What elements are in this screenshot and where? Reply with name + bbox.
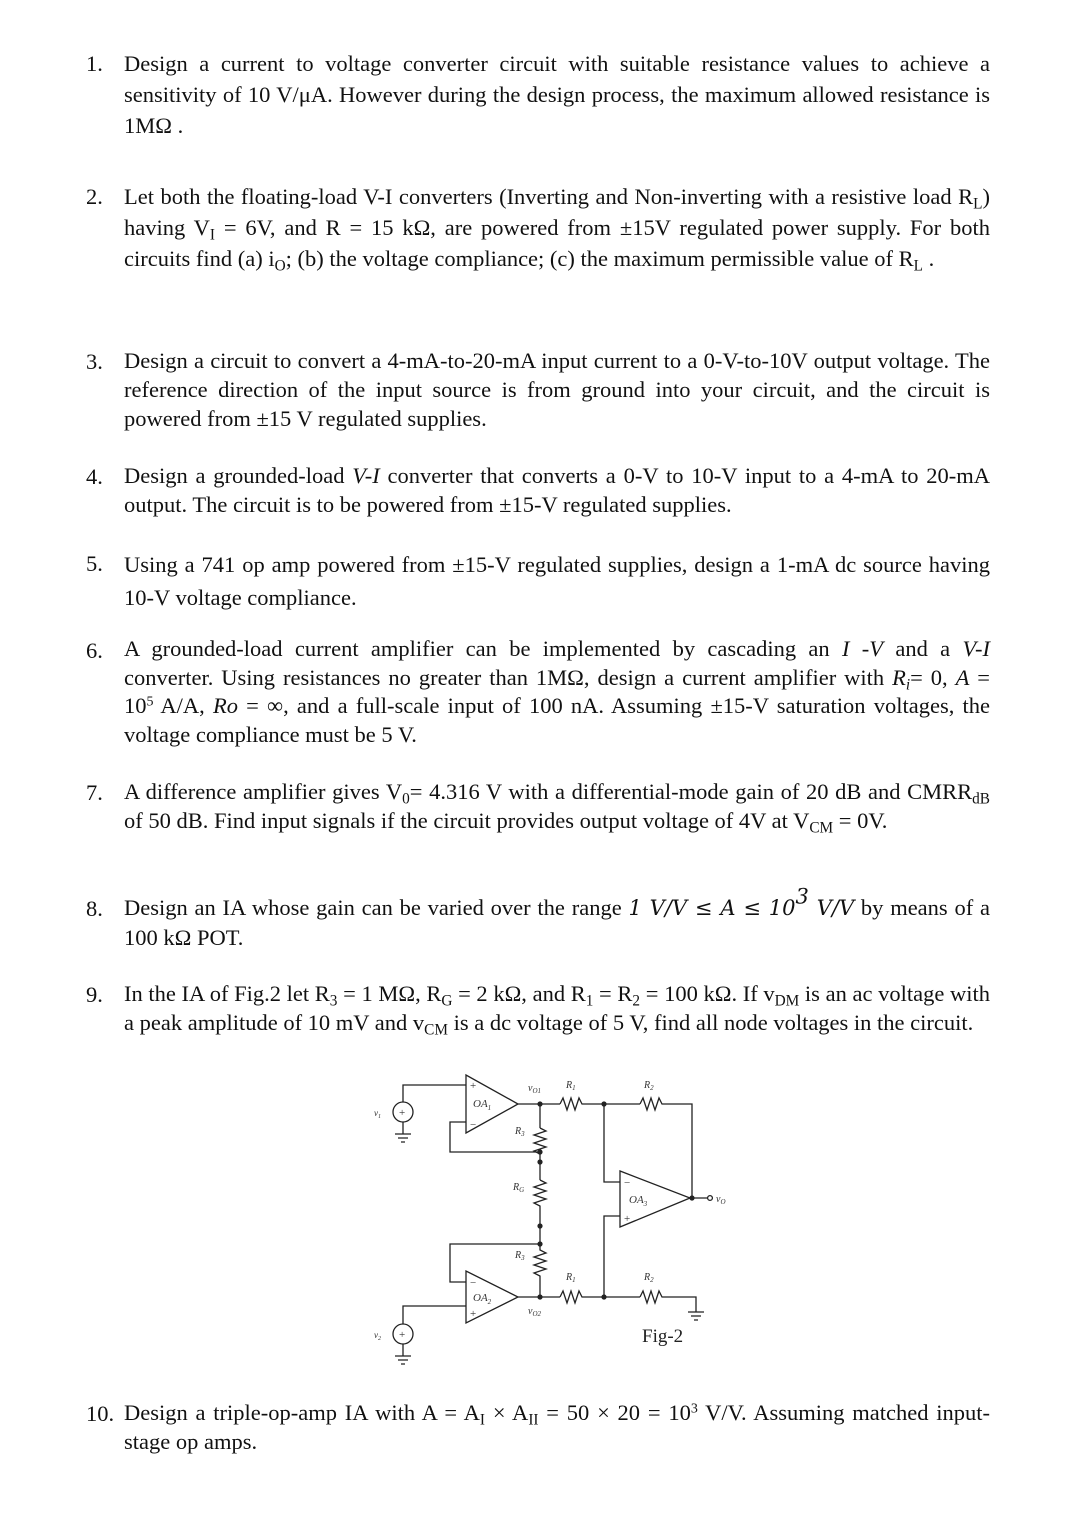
resistor-r1-bottom bbox=[560, 1291, 604, 1303]
resistor-r2-top bbox=[640, 1098, 692, 1198]
label-vo: $v_O$ bbox=[716, 1194, 726, 1206]
label-vo2: $v_{O2}$ bbox=[528, 1306, 542, 1318]
question-number: 4. bbox=[86, 464, 103, 489]
label-v2: $v_2$ bbox=[374, 1330, 381, 1342]
question-text: A difference amplifier gives $V_0= 4.316$ V with a differential-mode gain of 20 dB and $CMRR_{dB}$ of 50 dB. Find input signals if the circuit provides output voltage of 4V at $V_{CM} = 0V$. bbox=[124, 779, 991, 837]
question-number: 10. bbox=[86, 1401, 115, 1426]
svg-text:+: + bbox=[470, 1080, 477, 1092]
svg-text:+: + bbox=[470, 1308, 477, 1320]
label-oa1: $OA_1$ bbox=[473, 1098, 492, 1112]
label-r1-bottom: $R_1$ bbox=[566, 1272, 576, 1284]
question-text: Design a grounded-load V-I converter that converts a 0-V to 10-V input to a 4-mA to 20-mA output. The circuit is to be powered from ±15-V regulated supplies. bbox=[124, 463, 990, 517]
label-r1-top: $R_1$ bbox=[566, 1080, 576, 1092]
resistor-r1-top bbox=[560, 1098, 604, 1110]
figure-2-ia-circuit bbox=[370, 1068, 730, 1370]
question-number: 7. bbox=[86, 780, 103, 805]
question-text: Using a 741 op amp powered from ±15-V regulated supplies, design a 1-mA dc source having 10-V voltage compliance. bbox=[124, 552, 990, 610]
svg-text:+: + bbox=[399, 1329, 406, 1341]
label-r2-top: $R_2$ bbox=[644, 1080, 654, 1092]
label-r2-bottom: $R_2$ bbox=[644, 1272, 654, 1284]
label-vo1: $v_{O1}$ bbox=[528, 1083, 542, 1095]
question-text: In the IA of Fig.2 let $R_3 = 1$ MΩ, $R_G = 2$ kΩ, and $R_1 = R_2 = 100$ kΩ. If $v_{DM}$ is an ac voltage with a peak amplitude of 10 mV and $v_{CM}$ is a dc voltage of 5 V, find all node voltages in the circuit. bbox=[124, 981, 990, 1039]
label-oa2: $OA_2$ bbox=[473, 1292, 492, 1306]
question-number: 2. bbox=[86, 184, 103, 209]
label-rg: $R_G$ bbox=[513, 1182, 525, 1194]
question-text: Design a circuit to convert a 4-mA-to-20-mA input current to a 0-V-to-10V output voltage. The reference direction of the input source is from ground into your circuit, and the circuit is powered from ±15 V regulated supplies. bbox=[124, 348, 990, 431]
resistor-r2-bottom bbox=[640, 1291, 704, 1320]
label-r3-top: $R_3$ bbox=[515, 1126, 525, 1138]
resistor-r3-bottom bbox=[534, 1244, 546, 1292]
svg-text:−: − bbox=[470, 1277, 477, 1289]
question-text: A grounded-load current amplifier can be implemented by cascading an I -V and a V-I converter. Using resistances no greater than 1MΩ, design a current amplifier with $R_i= 0$, $A = 10^5$ A/A, Ro = ∞, and a full-scale input of 100 nA. Assuming ±15-V saturation voltages, the voltage compliance must be 5 V. bbox=[124, 636, 990, 747]
svg-text:+: + bbox=[399, 1107, 406, 1119]
question-text: Design an IA whose gain can be varied over the range 1 $V/V \le A \le 10^3$ V/V by means of a 100 kΩ POT. bbox=[124, 884, 990, 950]
question-text: Design a current to voltage converter circuit with suitable resistance values to achieve a sensitivity of 10 V/μA. However during the design process, the maximum allowed resistance is 1MΩ . bbox=[124, 51, 990, 138]
label-oa3: $OA_3$ bbox=[629, 1194, 648, 1208]
label-r3-bottom: $R_3$ bbox=[515, 1250, 525, 1262]
svg-text:−: − bbox=[624, 1177, 631, 1189]
question-number: 6. bbox=[86, 638, 103, 663]
question-number: 5. bbox=[86, 551, 103, 576]
question-number: 8. bbox=[86, 896, 103, 921]
question-text: Let both the floating-load V-I converters (Inverting and Non-inverting with a resistive load $R_L$) having $V_I = 6V$, and R = 15 kΩ, are powered from ±15V regulated power supply. For both circuits find (a) $i_O$; (b) the voltage compliance; (c) the maximum permissible value of $R_L$ . bbox=[124, 184, 990, 275]
label-v1: $v_1$ bbox=[374, 1108, 381, 1120]
question-text: Design a triple-op-amp IA with $A = A_I \times A_{II} = 50 \times 20 = 10^3$ V/V. Assuming matched input-stage op amps. bbox=[124, 1400, 990, 1454]
svg-text:−: − bbox=[470, 1119, 477, 1131]
svg-text:+: + bbox=[624, 1213, 631, 1225]
question-number: 1. bbox=[86, 51, 103, 76]
question-number: 3. bbox=[86, 349, 103, 374]
question-number: 9. bbox=[86, 982, 103, 1007]
resistor-rg bbox=[534, 1180, 546, 1226]
figure-caption: Fig-2 bbox=[642, 1326, 684, 1347]
resistor-r3-top bbox=[534, 1128, 546, 1162]
